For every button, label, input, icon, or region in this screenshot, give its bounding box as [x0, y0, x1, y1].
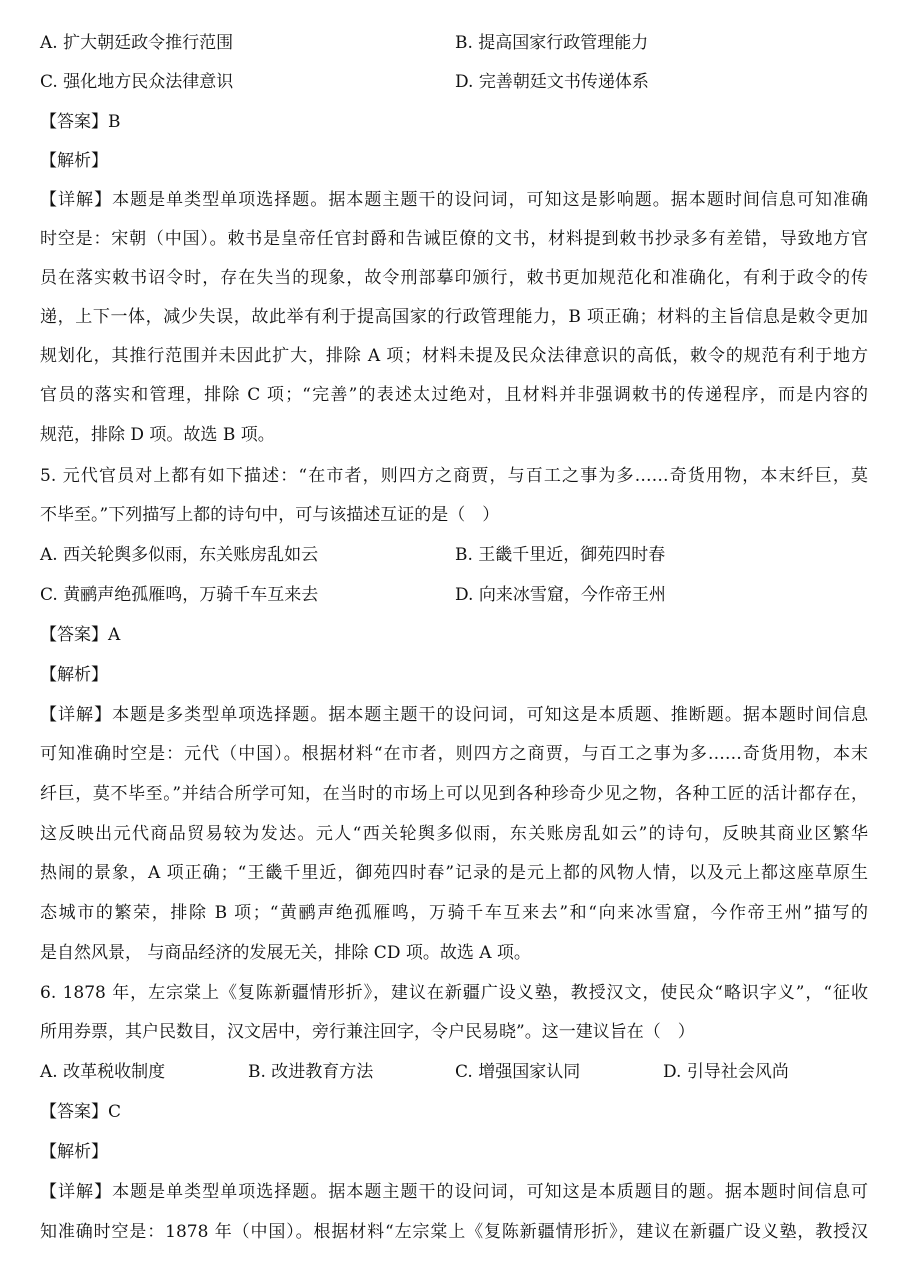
q6-detail-line: 知准确时空是：1878 年（中国）。根据材料“左宗棠上《复陈新疆情形折》，建议在新疆广设义塾，教授汉	[40, 1222, 868, 1242]
q4-option-a: A. 扩大朝廷政令推行范围	[40, 33, 234, 53]
q4-option-b: B. 提高国家行政管理能力	[455, 33, 649, 53]
q4-answer: 【答案】B	[40, 112, 121, 132]
q5-stem-line: 5. 元代官员对上都有如下描述：“在市者，则四方之商贾，与百工之事为多……奇货用物，本末纤巨，莫	[40, 466, 869, 486]
q5-detail-line: 【详解】本题是多类型单项选择题。据本题主题干的设问词，可知这是本质题、推断题。据本题时间信息	[40, 705, 868, 725]
q6-option-a: A. 改革税收制度	[40, 1062, 166, 1082]
q4-option-d: D. 完善朝廷文书传递体系	[455, 72, 649, 92]
q5-detail-line: 是自然风景， 与商品经济的发展无关，排除 CD 项。故选 A 项。	[40, 943, 531, 963]
q6-detail-line: 【详解】本题是单类型单项选择题。据本题主题干的设问词，可知这是本质题目的题。据本题时间信息可	[40, 1182, 868, 1202]
q5-detail-line: 纤巨，莫不毕至。”并结合所学可知，在当时的市场上可以见到各种珍奇少见之物，各种工匠的活计都存在，	[40, 784, 868, 804]
q6-stem-line: 6. 1878 年，左宗棠上《复陈新疆情形折》，建议在新疆广设义塾，教授汉文，使民众“略识字义”，“征收	[40, 983, 868, 1003]
q4-detail-line: 【详解】本题是单类型单项选择题。据本题主题干的设问词，可知这是影响题。据本题时间信息可知准确	[40, 190, 868, 210]
q5-option-a: A. 西关轮舆多似雨，东关账房乱如云	[40, 545, 319, 565]
q5-option-b: B. 王畿千里近，御苑四时春	[455, 545, 666, 565]
q4-detail-line: 规划化，其推行范围并未因此扩大，排除 A 项；材料未提及民众法律意识的高低，敕令的规范有利于地方	[40, 346, 868, 366]
q4-detail-line: 时空是：宋朝（中国）。敕书是皇帝任官封爵和告诫臣僚的文书，材料提到敕书抄录多有差错，导致地方官	[40, 229, 868, 249]
q6-answer: 【答案】C	[40, 1102, 122, 1122]
q4-detail-line: 规范，排除 D 项。故选 B 项。	[40, 425, 275, 445]
q5-detail-line: 可知准确时空是：元代（中国）。根据材料“在市者，则四方之商贾，与百工之事为多……奇货用物，本末	[40, 744, 868, 764]
q6-option-d: D. 引导社会风尚	[663, 1062, 789, 1082]
q6-analysis-label: 【解析】	[40, 1142, 108, 1162]
q4-detail-line: 递，上下一体，减少失误，故此举有利于提高国家的行政管理能力，B 项正确；材料的主旨信息是敕令更加	[40, 307, 868, 327]
q5-detail-line: 热闹的景象，A 项正确；“王畿千里近，御苑四时春”记录的是元上都的风物人情，以及元上都这座草原生	[40, 863, 868, 883]
q5-detail-line: 态城市的繁荣，排除 B 项；“黄鹂声绝孤雁鸣，万骑千车互来去”和“向来冰雪窟，今作帝王州”描写的	[40, 903, 868, 923]
q4-detail-line: 官员的落实和管理，排除 C 项；“完善”的表述太过绝对，且材料并非强调敕书的传递程序，而是内容的	[40, 385, 868, 405]
q5-answer: 【答案】A	[40, 625, 121, 645]
q4-detail-line: 员在落实敕书诏令时，存在失当的现象，故令刑部摹印颁行，敕书更加规范化和准确化，有利于政令的传	[40, 268, 868, 288]
q6-stem-line: 所用券票，其户民数目，汉文居中，旁行兼注回字，令户民易晓”。这一建议旨在（ ）	[40, 1022, 695, 1042]
q6-option-b: B. 改进教育方法	[248, 1062, 374, 1082]
q4-analysis-label: 【解析】	[40, 151, 108, 171]
q5-stem-line: 不毕至。”下列描写上都的诗句中，可与该描述互证的是（ ）	[40, 505, 500, 525]
q5-option-d: D. 向来冰雪窟，今作帝王州	[455, 585, 666, 605]
q6-option-c: C. 增强国家认同	[455, 1062, 581, 1082]
q4-option-c: C. 强化地方民众法律意识	[40, 72, 234, 92]
q5-option-c: C. 黄鹂声绝孤雁鸣，万骑千车互来去	[40, 585, 319, 605]
q5-analysis-label: 【解析】	[40, 665, 108, 685]
q5-detail-line: 这反映出元代商品贸易较为发达。元人“西关轮舆多似雨，东关账房乱如云”的诗句，反映其商业区繁华	[40, 824, 868, 844]
